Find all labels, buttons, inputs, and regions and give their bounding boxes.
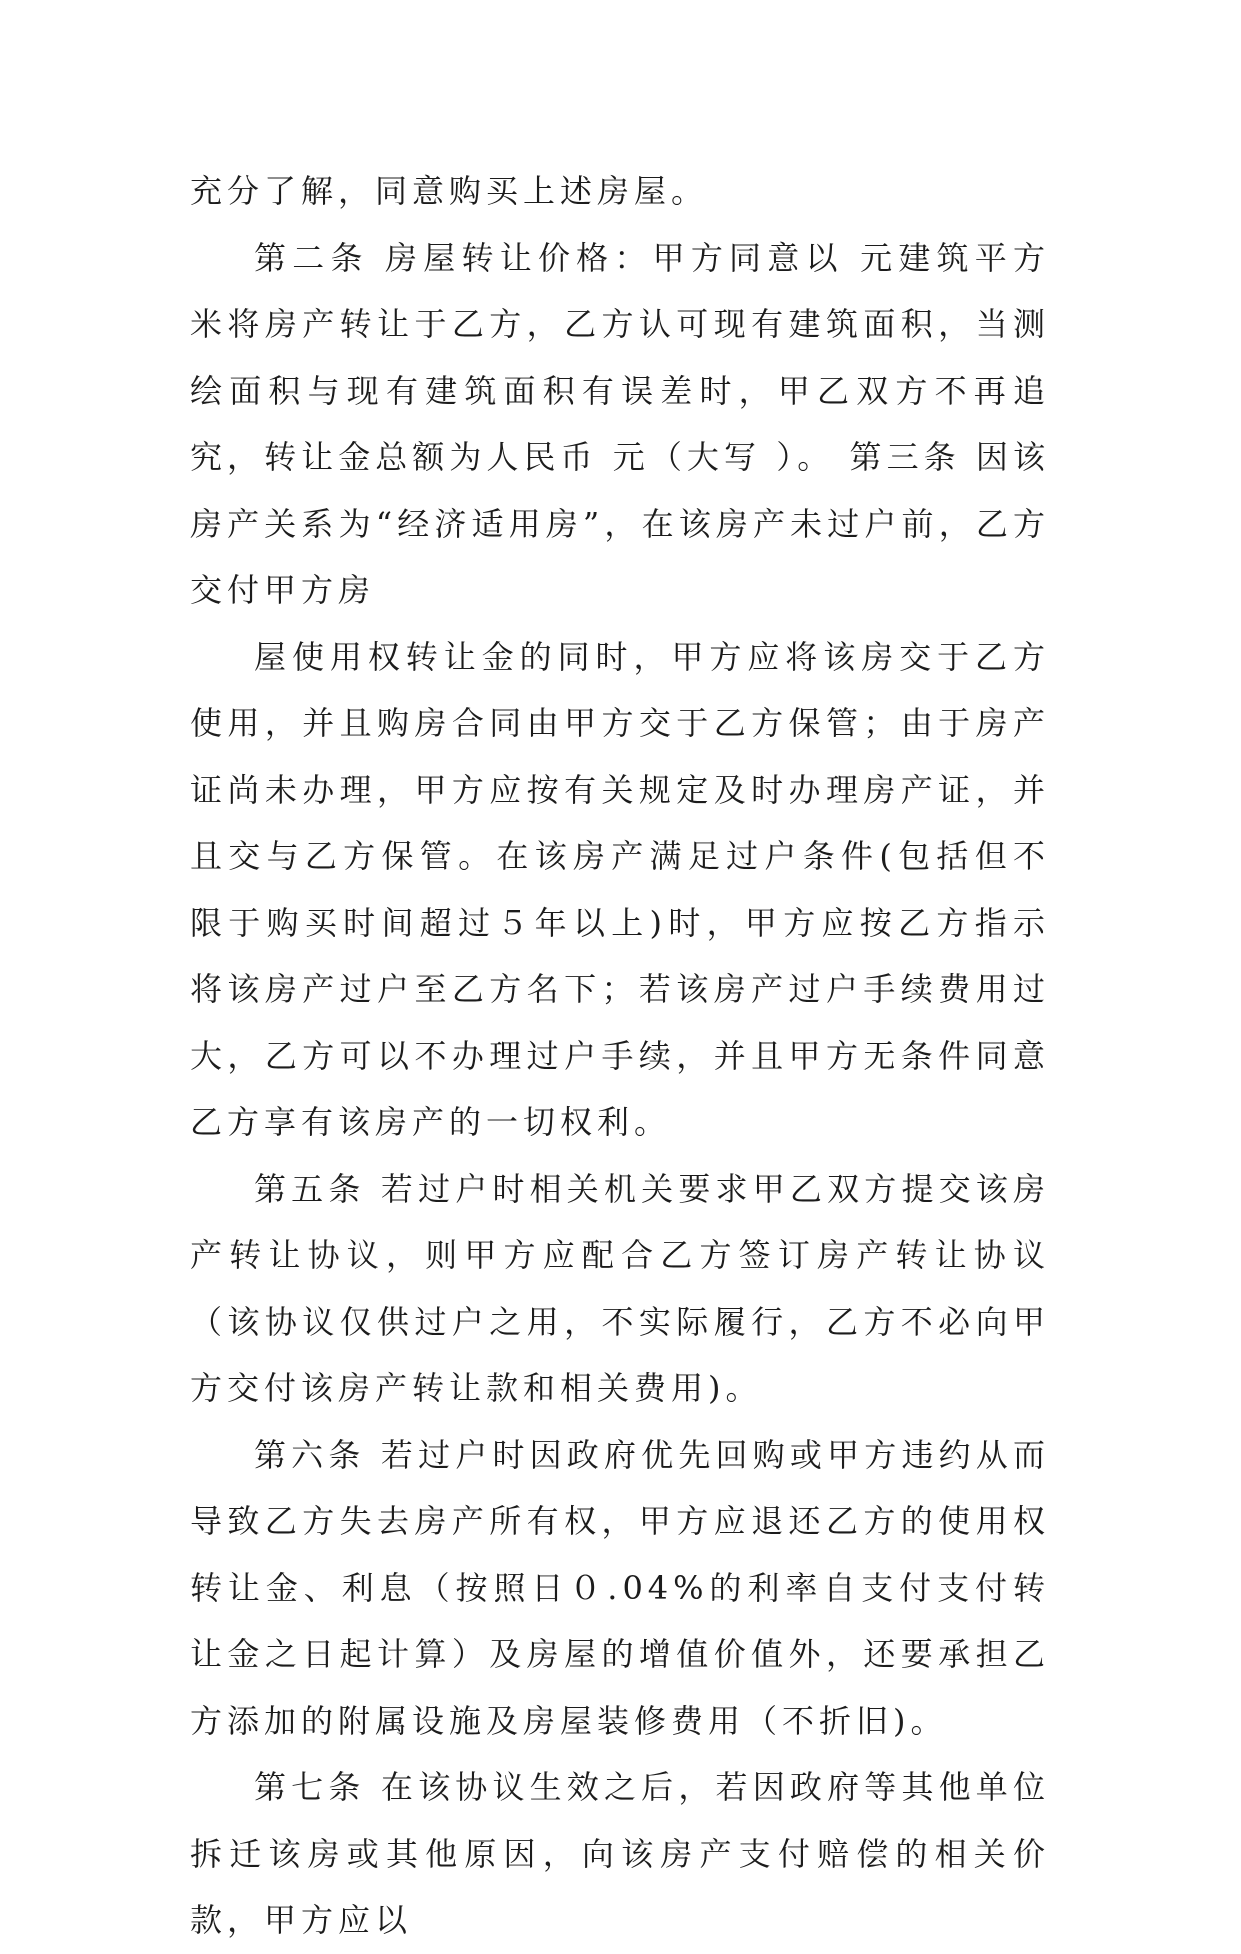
paragraph-article-6: 第六条 若过户时因政府优先回购或甲方违约从而导致乙方失去房产所有权，甲方应退还乙方的使用权转让金、利息（按照日０.04%的利率自支付支付转让金之日起计算）及房屋的增值价值外，还要承担乙方添加的附属设施及房屋装修费用（不折旧)。	[190, 1435, 1050, 1740]
paragraph-usage-rights: 屋使用权转让金的同时，甲方应将该房交于乙方使用，并且购房合同由甲方交于乙方保管；由于房产证尚未办理，甲方应按有关规定及时办理房产证，并且交与乙方保管。在该房产满足过户条件(包括但不限于购买时间超过５年以上)时，甲方应按乙方指示将该房产过户至乙方名下；若该房产过户手续费用过大，乙方可以不办理过户手续，并且甲方无条件同意乙方享有该房产的一切权利。	[190, 637, 1050, 1141]
paragraph-article-2-3: 第二条 房屋转让价格：甲方同意以 元建筑平方米将房产转让于乙方，乙方认可现有建筑面积，当测绘面积与现有建筑面积有误差时，甲乙双方不再追究，转让金总额为人民币 元（大写 ）。 第三条 因该房产关系为“经济适用房”，在该房产未过户前，乙方交付甲方房	[190, 238, 1050, 609]
paragraph-article-7: 第七条 在该协议生效之后，若因政府等其他单位拆迁该房或其他原因，向该房产支付赔偿的相关价款，甲方应以	[190, 1768, 1050, 1939]
document-body	[190, 158, 1050, 1954]
paragraph-article-5: 第五条 若过户时相关机关要求甲乙双方提交该房产转让协议，则甲方应配合乙方签订房产转让协议（该协议仅供过户之用，不实际履行，乙方不必向甲方交付该房产转让款和相关费用)。	[190, 1169, 1050, 1407]
paragraph-1: 充分了解，同意购买上述房屋。	[190, 172, 709, 210]
